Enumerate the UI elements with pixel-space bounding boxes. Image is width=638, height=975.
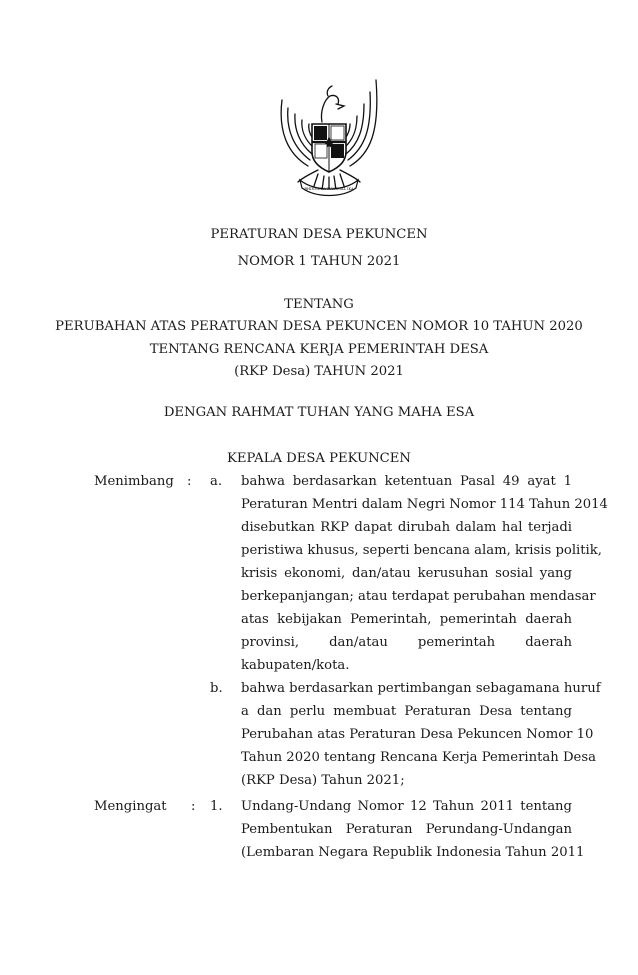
menimbang-b-line: Perubahan atas Peraturan Desa Pekuncen Nomor 10 — [241, 727, 594, 742]
mengingat-label: Mengingat — [94, 799, 167, 814]
menimbang-b-line: a dan perlu membuat Peraturan Desa tentang — [241, 704, 572, 719]
authority-line: KEPALA DESA PEKUNCEN — [227, 451, 411, 466]
menimbang-a-line: krisis ekonomi, dan/atau kerusuhan sosial yang — [241, 566, 572, 581]
mengingat-1-line: (Lembaran Negara Republik Indonesia Tahun 2011 — [241, 845, 585, 860]
subject-line-1: PERUBAHAN ATAS PERATURAN DESA PEKUNCEN NOMOR 10 TAHUN 2020 — [55, 319, 583, 334]
menimbang-a-line: bahwa berdasarkan ketentuan Pasal 49 ayat 1 — [241, 474, 572, 489]
blessing-line: DENGAN RAHMAT TUHAN YANG MAHA ESA — [163, 405, 475, 420]
regulation-title: PERATURAN DESA PEKUNCEN — [210, 227, 428, 242]
menimbang-label: Menimbang — [94, 474, 174, 489]
menimbang-a-line: peristiwa khusus, seperti bencana alam, krisis politik, — [241, 543, 602, 558]
menimbang-item-a-marker: a. — [210, 474, 223, 489]
mengingat-1-line: Undang-Undang Nomor 12 Tahun 2011 tentang — [241, 799, 572, 814]
tentang-heading: TENTANG — [284, 297, 354, 312]
menimbang-a-line: atas kebijakan Pemerintah, pemerintah daerah — [241, 612, 572, 627]
subject-line-3: (RKP Desa) TAHUN 2021 — [234, 364, 404, 379]
menimbang-a-line: Peraturan Mentri dalam Negri Nomor 114 Tahun 2014 — [241, 497, 608, 512]
menimbang-a-line: provinsi, dan/atau pemerintah daerah — [241, 635, 572, 650]
motto-text: BHINNEKA TUNGGAL IKA — [304, 187, 354, 191]
menimbang-item-b-marker: b. — [210, 681, 223, 696]
menimbang-a-line: disebutkan RKP dapat dirubah dalam hal terjadi — [241, 520, 572, 535]
menimbang-a-line: kabupaten/kota. — [241, 658, 350, 673]
menimbang-a-line: berkepanjangan; atau terdapat perubahan mendasar — [241, 589, 596, 604]
garuda-emblem-icon — [270, 74, 388, 198]
menimbang-b-line: bahwa berdasarkan pertimbangan sebagamana huruf — [241, 681, 601, 696]
mengingat-item-1-marker: 1. — [210, 799, 223, 814]
subject-line-2: TENTANG RENCANA KERJA PEMERINTAH DESA — [149, 342, 489, 357]
menimbang-b-line: (RKP Desa) Tahun 2021; — [241, 773, 405, 788]
menimbang-colon: : — [187, 474, 192, 489]
regulation-number: NOMOR 1 TAHUN 2021 — [237, 254, 401, 269]
mengingat-colon: : — [191, 799, 196, 814]
menimbang-b-line: Tahun 2020 tentang Rencana Kerja Pemerintah Desa — [241, 750, 596, 765]
mengingat-1-line: Pembentukan Peraturan Perundang-Undangan — [241, 822, 572, 837]
